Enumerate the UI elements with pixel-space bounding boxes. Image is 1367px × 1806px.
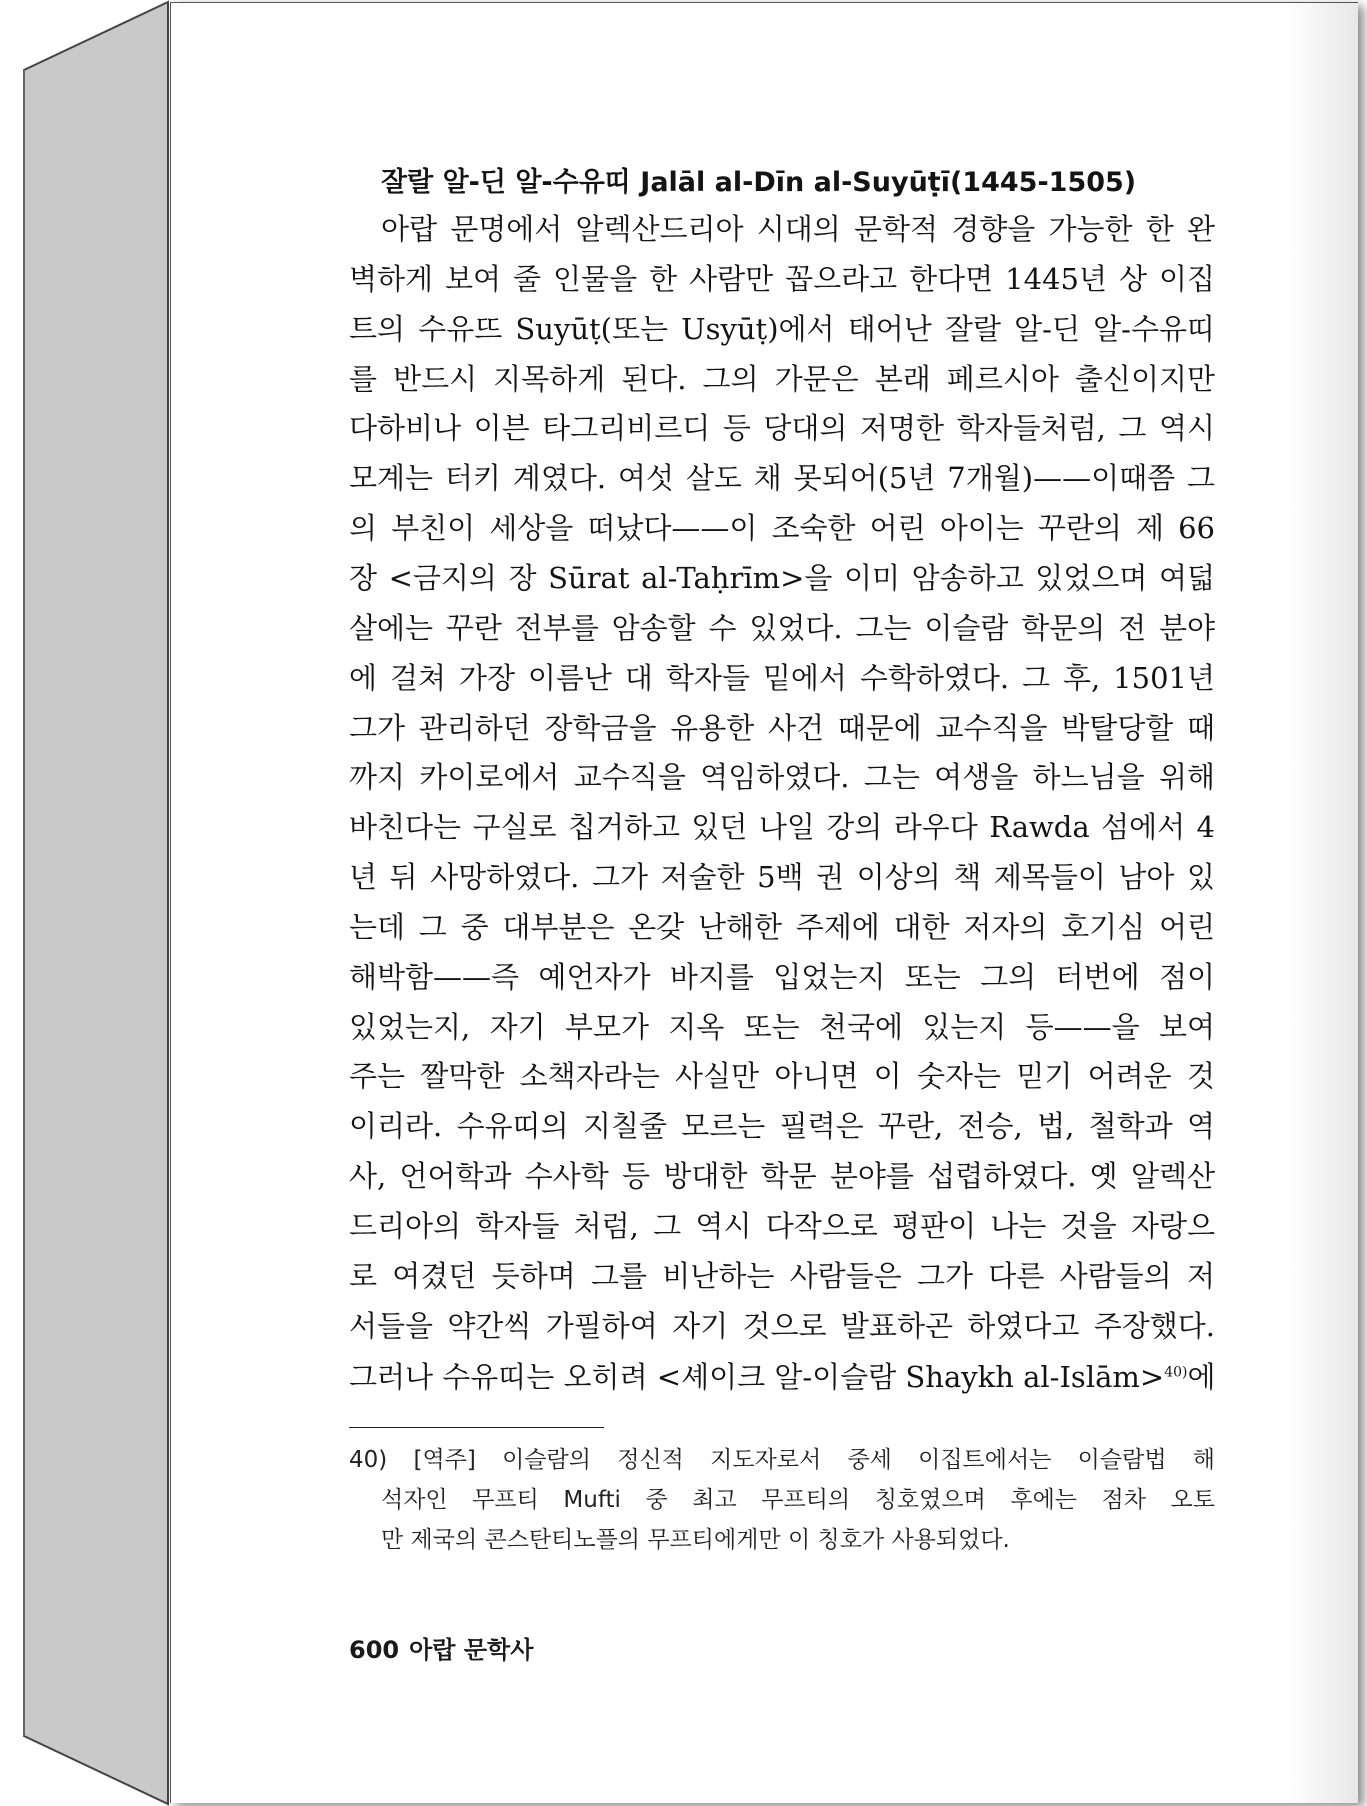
body-line: 있었는지, 자기 부모가 지옥 또는 천국에 있는지 등——을 보여	[349, 1010, 1215, 1044]
body-line: 주는 짤막한 소책자라는 사실만 아니면 이 숫자는 믿기 어려운 것	[349, 1059, 1215, 1093]
body-line: 까지 카이로에서 교수직을 역임하였다. 그는 여생을 하느님을 위해	[349, 760, 1215, 794]
footnote-line: 만 제국의 콘스탄티노플의 무프티에게만 이 칭호가 사용되었다.	[381, 1527, 1010, 1553]
body-line-last	[349, 1355, 1215, 1399]
body-line: 년 뒤 사망하였다. 그가 저술한 5백 권 이상의 책 제목들이 남아 있	[349, 860, 1215, 894]
body-line: 그가 관리하던 장학금을 유용한 사건 때문에 교수직을 박탈당할 때	[349, 711, 1215, 745]
footnote-line: 40) [역주] 이슬람의 정신적 지도자로서 중세 이집트에서는 이슬람법 해	[349, 1447, 1215, 1473]
page-number: 600	[349, 1636, 400, 1664]
body-line: 를 반드시 지목하게 된다. 그의 가문은 본래 페르시아 출신이지만	[349, 362, 1215, 396]
footnote-divider	[349, 1427, 604, 1428]
body-line: 다하비나 이븐 타그리비르디 등 당대의 저명한 학자들처럼, 그 역시	[349, 411, 1215, 445]
body-line: 서들을 약간씩 가필하여 자기 것으로 발표하곤 하였다고 주장했다.	[349, 1309, 1215, 1343]
body-line: 드리아의 학자들 처럼, 그 역시 다작으로 평판이 나는 것을 자랑으	[349, 1209, 1215, 1243]
body-line: 로 여겼던 듯하며 그를 비난하는 사람들은 그가 다른 사람들의 저	[349, 1259, 1215, 1293]
body-line: 벽하게 보여 줄 인물을 한 사람만 꼽으라고 한다면 1445년 상 이집	[349, 262, 1215, 296]
page-edge-shade	[1288, 3, 1358, 1803]
body-line: 트의 수유뜨 Suyūṭ(또는 Usyūṭ)에서 태어난 잘랄 알-딘 알-수유띠	[349, 312, 1215, 346]
footnote-line: 석자인 무프티 Mufti 중 최고 무프티의 칭호였으며 후에는 점차 오토	[381, 1487, 1215, 1513]
body-line: 장 <금지의 장 Sūrat al-Taḥrīm>을 이미 암송하고 있었으며 여덟	[349, 561, 1215, 595]
body-line: 살에는 꾸란 전부를 암송할 수 있었다. 그는 이슬람 학문의 전 분야	[349, 611, 1215, 645]
body-line: 해박함——즉 예언자가 바지를 입었는지 또는 그의 터번에 점이	[349, 960, 1215, 994]
footnote-reference: 40)	[1164, 1364, 1188, 1381]
body-line: 바친다는 구실로 칩거하고 있던 나일 강의 라우다 Rawda 섬에서 4	[349, 810, 1215, 844]
body-line: 에 걸쳐 가장 이름난 대 학자들 밑에서 수학하였다. 그 후, 1501년	[349, 661, 1215, 695]
book-page	[170, 2, 1358, 1803]
body-line: 는데 그 중 대부분은 온갖 난해한 주제에 대한 저자의 호기심 어린	[349, 910, 1215, 944]
body-line-last-tail: 에	[1187, 1360, 1216, 1394]
body-line: 이리라. 수유띠의 지칠줄 모르는 필력은 꾸란, 전승, 법, 철학과 역	[349, 1109, 1215, 1143]
book-spine	[0, 0, 180, 1806]
section-heading: 잘랄 알-딘 알-수유띠 Jalāl al-Dīn al-Suyūṭī(1445-1505)	[381, 167, 1137, 198]
page-footer	[349, 1630, 543, 1670]
body-line: 아랍 문명에서 알렉산드리아 시대의 문학적 경향을 가능한 한 완	[381, 212, 1215, 246]
body-line-last-text: 그러나 수유띠는 오히려 <셰이크 알-이슬람 Shaykh al-Islām>	[349, 1360, 1165, 1394]
body-line: 모계는 터키 계였다. 여섯 살도 채 못되어(5년 7개월)——이때쯤 그	[349, 461, 1215, 495]
book-title: 아랍 문학사	[409, 1636, 534, 1664]
body-line: 사, 언어학과 수사학 등 방대한 학문 분야를 섭렵하였다. 옛 알렉산	[349, 1159, 1215, 1193]
body-line: 의 부친이 세상을 떠났다——이 조숙한 어린 아이는 꾸란의 제 66	[349, 511, 1215, 545]
